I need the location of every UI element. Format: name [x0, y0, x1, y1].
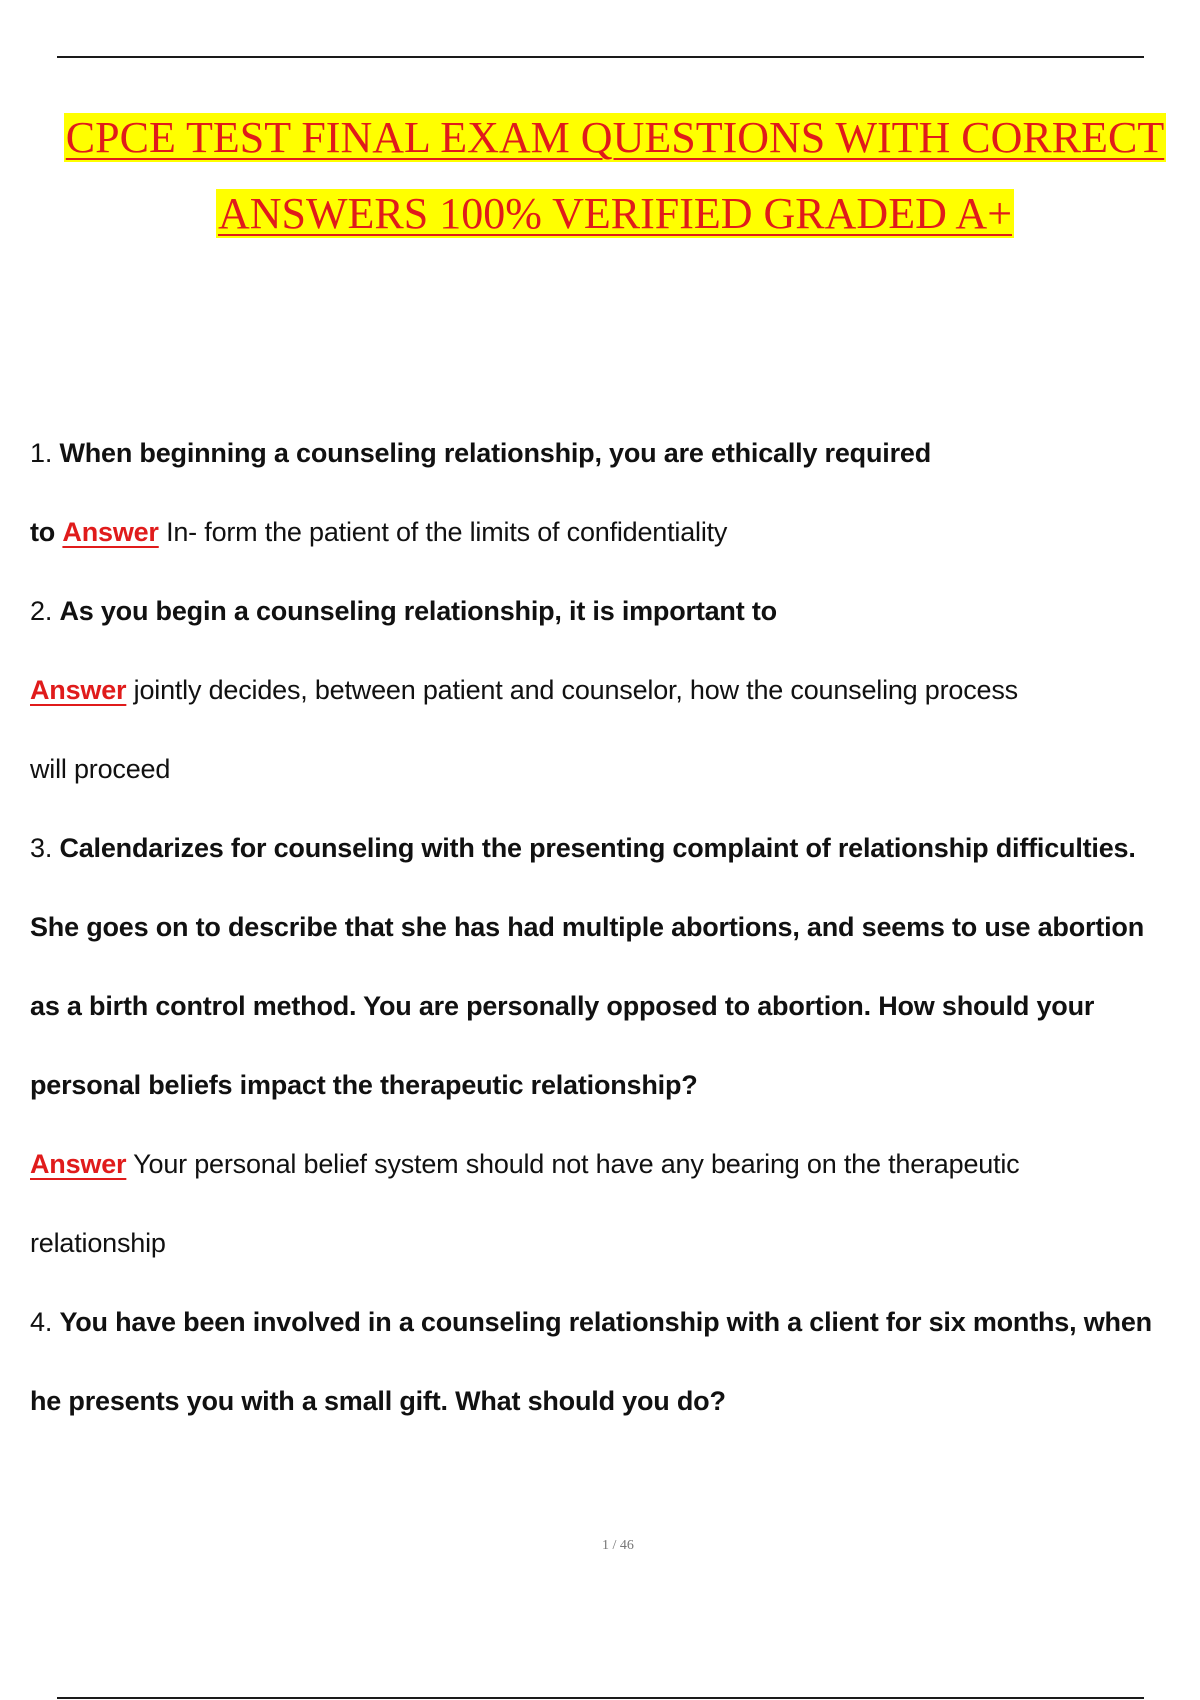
question-text: as a birth control method. You are personally opposed to abortion. How should your	[30, 991, 1095, 1021]
answer-label: Answer	[30, 1149, 127, 1179]
title-line-2: ANSWERS 100% VERIFIED GRADED A+	[217, 189, 1013, 238]
answer-3-cont	[30, 1204, 1195, 1283]
answer-1	[30, 493, 1195, 572]
question-3-line-2	[30, 888, 1195, 967]
question-text: She goes on to describe that she has had multiple abortions, and seems to use abortion	[30, 912, 1145, 942]
question-text: As you begin a counseling relationship, it is important to	[59, 596, 777, 626]
question-number: 4.	[30, 1307, 53, 1337]
question-text: he presents you with a small gift. What should you do?	[30, 1386, 726, 1416]
title-line-1: CPCE TEST FINAL EXAM QUESTIONS WITH CORRECT	[65, 113, 1165, 162]
question-3	[30, 809, 1195, 888]
question-number: 3.	[30, 833, 53, 863]
question-text: When beginning a counseling relationship, you are ethically required	[59, 438, 931, 468]
page-number: 1 / 46	[602, 1538, 634, 1553]
question-text: personal beliefs impact the therapeutic relationship?	[30, 1070, 698, 1100]
question-text: You have been involved in a counseling relationship with a client for six months, when	[59, 1307, 1152, 1337]
question-4	[30, 1283, 1195, 1362]
bottom-rule	[57, 1697, 1144, 1699]
answer-text: will proceed	[30, 754, 171, 784]
answer-text: jointly decides, between patient and counselor, how the counseling process	[133, 675, 1018, 705]
question-number: 1.	[30, 438, 53, 468]
document-title	[30, 100, 1200, 252]
answer-2	[30, 651, 1195, 730]
answer-label: Answer	[62, 517, 159, 547]
answer-2-cont	[30, 730, 1195, 809]
answer-label: Answer	[30, 675, 127, 705]
answer-text: relationship	[30, 1228, 166, 1258]
question-text: Calendarizes for counseling with the presenting complaint of relationship difficulties.	[59, 833, 1136, 863]
question-list	[30, 414, 1195, 1441]
question-3-line-3	[30, 967, 1195, 1046]
question-number: 2.	[30, 596, 53, 626]
question-text: to	[30, 517, 56, 547]
top-rule	[57, 56, 1144, 58]
question-3-line-4	[30, 1046, 1195, 1125]
answer-text: Your personal belief system should not have any bearing on the therapeutic	[133, 1149, 1020, 1179]
answer-3	[30, 1125, 1195, 1204]
question-2	[30, 572, 1195, 651]
question-4-line-2	[30, 1362, 1195, 1441]
answer-text: In- form the patient of the limits of confidentiality	[166, 517, 728, 547]
question-1	[30, 414, 1195, 493]
